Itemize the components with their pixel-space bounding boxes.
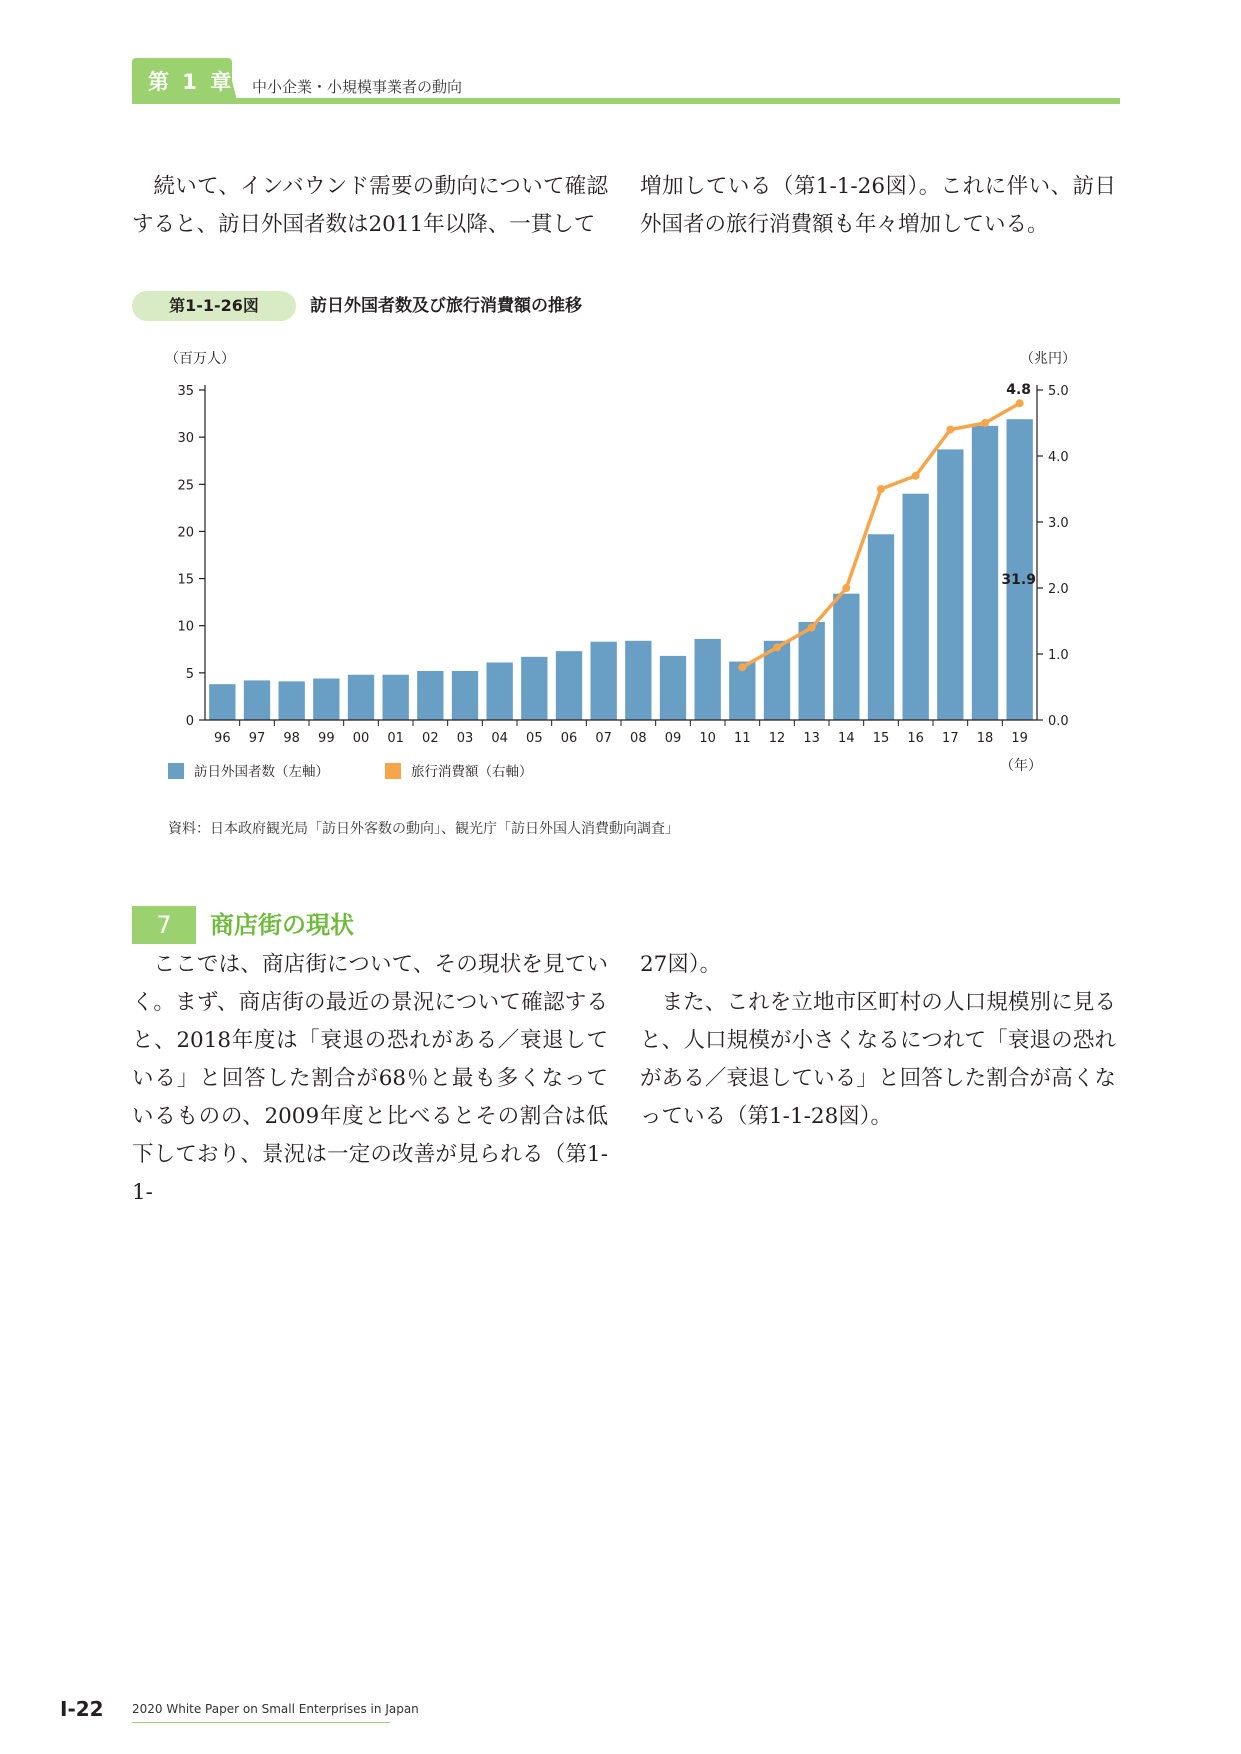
point-spending-16 xyxy=(912,472,920,480)
x-tick-label-96: 96 xyxy=(214,731,231,746)
figure-badge: 第1-1-26図 xyxy=(132,291,296,321)
bar-visitors-16 xyxy=(902,494,928,720)
section-right-text-2: また、これを立地市区町村の人口規模別に見ると、人口規模が小さくなるにつれて「衰退の恐れがある／衰退している」と回答した割合が高くなっている（第1-1-28図）。 xyxy=(640,990,1116,1129)
point-spending-14 xyxy=(842,584,850,592)
section-right-text-1: 27図）。 xyxy=(640,952,722,977)
section-number: 7 xyxy=(132,906,196,944)
bar-visitors-08 xyxy=(625,641,651,720)
page-number: Ⅰ-22 xyxy=(60,1697,104,1721)
bar-visitors-04 xyxy=(486,662,512,720)
right-tick-label: 3.0 xyxy=(1048,516,1069,531)
figure-source: 資料：日本政府観光局「訪日外客数の動向」、観光庁「訪日外国人消費動向調査」 xyxy=(168,821,679,837)
left-tick-label: 0 xyxy=(185,714,194,729)
intro-right-column xyxy=(640,168,1116,244)
legend-label-spending: 旅行消費額（右軸） xyxy=(411,764,533,780)
bar-visitors-99 xyxy=(313,679,339,720)
bar-visitors-05 xyxy=(521,657,547,720)
data-label-visitors: 31.9 xyxy=(1001,572,1036,589)
bar-visitors-09 xyxy=(660,656,686,720)
bar-visitors-06 xyxy=(556,651,582,720)
bar-visitors-17 xyxy=(937,449,963,720)
intro-right-text: 増加している（第1-1-26図）。これに伴い、訪日外国者の旅行消費額も年々増加している。 xyxy=(640,174,1116,237)
point-spending-11 xyxy=(738,663,746,671)
section-left-text: ここでは、商店街について、その現状を見ていく。まず、商店街の最近の景況について確認すると、2018年度は「衰退の恐れがある／衰退している」と回答した割合が68％と最も多くなっているものの、2009年度と比べるとその割合は低下しており、景況は一定の改善が見られる（第1-1- xyxy=(132,952,608,1205)
x-tick-label-19: 19 xyxy=(1011,731,1028,746)
x-tick-label-04: 04 xyxy=(491,731,508,746)
x-tick-label-14: 14 xyxy=(838,731,855,746)
intro-left-column xyxy=(132,168,608,244)
intro-left-text: 続いて、インバウンド需要の動向について確認すると、訪日外国者数は2011年以降、一貫して xyxy=(132,174,608,237)
x-tick-label-13: 13 xyxy=(803,731,820,746)
x-tick-label-17: 17 xyxy=(942,731,959,746)
bar-visitors-02 xyxy=(417,671,443,720)
x-tick-label-11: 11 xyxy=(734,731,751,746)
chapter-label: 第 1 章 xyxy=(148,70,235,94)
legend-swatch-visitors xyxy=(168,763,184,779)
legend-label-visitors: 訪日外国者数（左軸） xyxy=(194,764,329,780)
x-tick-label-01: 01 xyxy=(387,731,404,746)
point-spending-18 xyxy=(981,419,989,427)
left-tick-label: 30 xyxy=(177,431,194,447)
bar-visitors-96 xyxy=(209,684,235,720)
point-spending-19 xyxy=(1016,399,1024,407)
footer-rule xyxy=(132,1722,390,1723)
x-axis-label: （年） xyxy=(1000,758,1042,774)
x-tick-label-06: 06 xyxy=(560,731,578,746)
left-tick-label: 25 xyxy=(177,478,194,494)
x-tick-label-16: 16 xyxy=(907,731,924,746)
publication-name: 2020 White Paper on Small Enterprises in Japan xyxy=(132,1702,419,1716)
x-tick-label-99: 99 xyxy=(318,731,335,746)
x-tick-label-98: 98 xyxy=(283,731,300,746)
bar-visitors-03 xyxy=(452,671,478,720)
point-spending-17 xyxy=(946,426,954,434)
left-tick-label: 5 xyxy=(185,666,194,682)
left-tick-label: 20 xyxy=(177,525,194,541)
x-tick-label-08: 08 xyxy=(630,731,647,746)
right-axis-label: （兆円） xyxy=(1020,351,1076,367)
section-right-column xyxy=(640,946,1116,1136)
legend-swatch-spending xyxy=(385,763,401,779)
bar-visitors-01 xyxy=(382,675,408,720)
point-spending-13 xyxy=(808,624,816,632)
x-tick-label-03: 03 xyxy=(456,731,474,746)
right-tick-label: 2.0 xyxy=(1048,582,1069,597)
x-tick-label-18: 18 xyxy=(976,731,994,746)
x-tick-label-00: 00 xyxy=(352,731,370,746)
bar-visitors-97 xyxy=(244,680,270,720)
visitor-spending-chart xyxy=(150,345,1090,785)
x-tick-label-05: 05 xyxy=(526,731,543,746)
header-rule xyxy=(132,98,1120,104)
left-tick-label: 35 xyxy=(177,384,194,399)
x-tick-label-09: 09 xyxy=(664,731,682,746)
point-spending-12 xyxy=(773,643,781,651)
figure-title: 訪日外国者数及び旅行消費額の推移 xyxy=(310,296,582,316)
x-tick-label-10: 10 xyxy=(699,731,716,746)
running-title: 中小企業・小規模事業者の動向 xyxy=(252,78,463,96)
right-tick-label: 5.0 xyxy=(1048,384,1069,399)
bar-visitors-18 xyxy=(972,426,998,720)
x-tick-label-02: 02 xyxy=(422,731,439,746)
bar-visitors-13 xyxy=(798,622,824,720)
left-axis-label: （百万人） xyxy=(165,351,235,367)
left-tick-label: 10 xyxy=(177,619,194,635)
bar-visitors-10 xyxy=(694,639,720,720)
bar-visitors-98 xyxy=(278,681,304,720)
bar-visitors-00 xyxy=(348,675,374,720)
bar-visitors-14 xyxy=(833,594,859,720)
bar-visitors-07 xyxy=(590,642,616,720)
right-tick-label: 1.0 xyxy=(1048,648,1069,663)
left-tick-label: 15 xyxy=(177,572,194,588)
x-tick-label-15: 15 xyxy=(872,731,890,746)
bar-visitors-19 xyxy=(1006,419,1032,720)
x-tick-label-97: 97 xyxy=(248,731,266,746)
right-tick-label: 0.0 xyxy=(1048,714,1069,729)
right-tick-label: 4.0 xyxy=(1048,450,1069,465)
bar-visitors-15 xyxy=(868,534,894,720)
section-left-column xyxy=(132,946,608,1212)
x-tick-label-07: 07 xyxy=(595,731,612,746)
section-title: 商店街の現状 xyxy=(210,911,354,939)
data-label-spending: 4.8 xyxy=(1006,382,1032,399)
x-tick-label-12: 12 xyxy=(768,731,786,746)
point-spending-15 xyxy=(877,485,885,493)
